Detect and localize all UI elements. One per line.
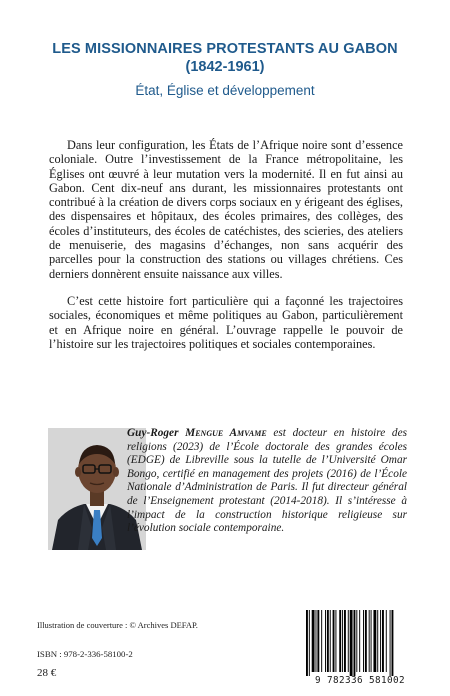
- cover-credits: Illustration de couverture : © Archives DEFAP.: [37, 620, 198, 630]
- barcode-icon: [300, 606, 420, 686]
- book-subtitle: État, Église et développement: [135, 83, 315, 98]
- author-bio-text: est docteur en histoire des religions (2023) de l’École doctorale des grandes écoles (EDGE) de Libreville sous la tutelle de l’Université Omar Bongo, certifié en management des projets (2016) de l’École Nationale d’Administration de Paris. Il fut directeur général de l’Enseignement protestant (2014-2018). Il s’intéresse à l’impact de la construction historique religieuse sur l’évolution sociale contemporaine.: [127, 427, 407, 535]
- author-biography: [127, 427, 407, 536]
- book-title-years: (1842-1961): [185, 59, 265, 75]
- book-title: LES MISSIONNAIRES PROTESTANTS AU GABON: [52, 41, 398, 57]
- barcode-number: 9 782336 581002: [315, 675, 405, 686]
- summary-paragraph-2: C’est cette histoire fort particulière qui a façonné les trajectoires sociales, économiques et même politiques au Gabon, particulièrement et en Afrique noire en général. L’ouvrage rappelle le pouvoir de l’histoire sur les trajectoires politiques et sociales contemporaines.: [49, 293, 403, 351]
- author-first-name: Guy-Roger: [127, 427, 179, 439]
- price-text: 28 €: [37, 667, 57, 679]
- cover-header: [0, 40, 450, 99]
- author-last-name: Mengue Amvame: [185, 427, 267, 439]
- summary-text: [49, 138, 403, 351]
- summary-paragraph-1: Dans leur configuration, les États de l’Afrique noire sont d’essence coloniale. Outre l’investissement de la France métropolitaine, les Églises ont œuvré à leur mutation vers la modernité. Il en fut ainsi au Gabon. Cent dix-neuf ans durant, les missionnaires protestants ont contribué à la création de divers corps sociaux en y érigeant des églises, des dispensaires et hôpitaux, des écoles primaires, des collèges, des écoles d’instituteurs, des écoles de catéchistes, des scieries, des ateliers de menuiserie, des magasins d’échanges, non sans acquérir des parcelles pour la construction des stations ou villages chrétiens. Ces derniers donnèrent ensuite naissance aux villes.: [49, 138, 403, 281]
- isbn-text: ISBN : 978-2-336-58100-2: [37, 649, 133, 659]
